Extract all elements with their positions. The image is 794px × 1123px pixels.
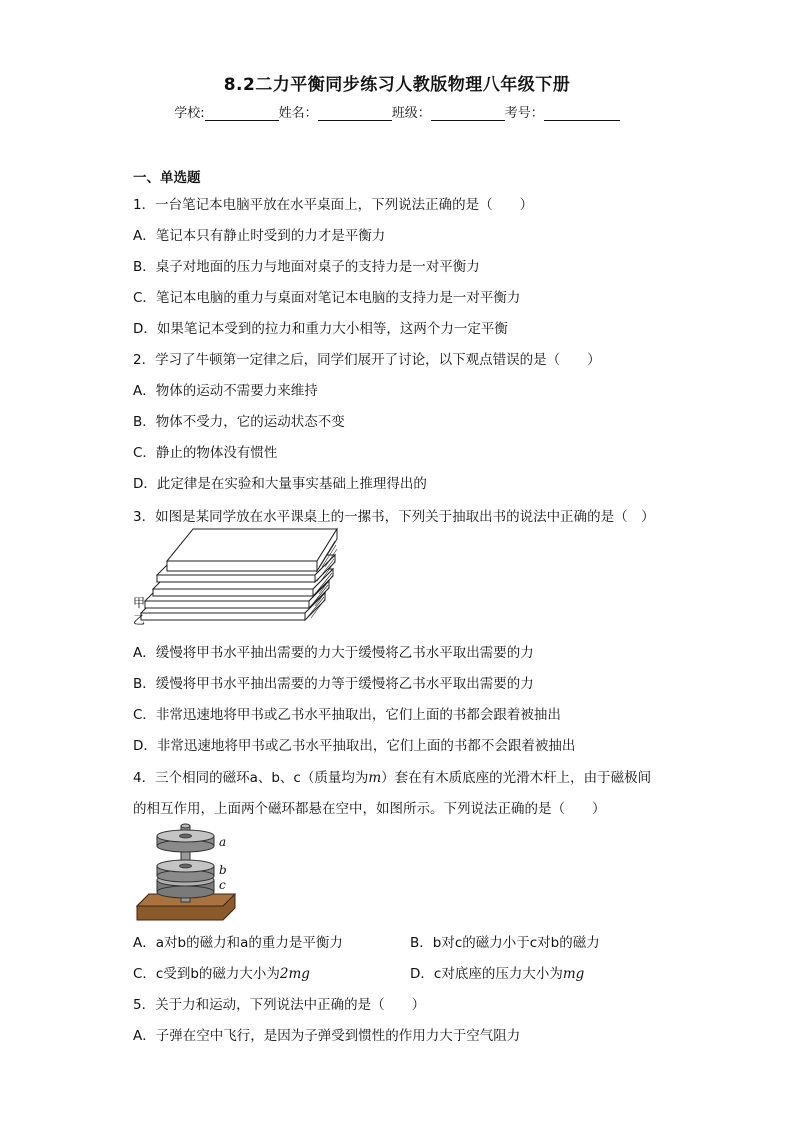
student-info-line <box>0 102 794 121</box>
q4-option-a[interactable]: A．a对b的磁力和a的重力是平衡力 <box>133 935 343 951</box>
q4-stem-line1: 4．三个相同的磁环a、b、c（质量均为m）套在有木质底座的光滑木杆上，由于磁极间 <box>133 770 652 786</box>
q1-stem: 1．一台笔记本电脑平放在水平桌面上，下列说法正确的是（ ） <box>133 197 534 213</box>
book-stack-figure <box>133 527 348 631</box>
class-blank[interactable] <box>431 106 505 121</box>
exam-label: 考号： <box>504 106 544 121</box>
q2-stem: 2．学习了牛顿第一定律之后，同学们展开了讨论，以下观点错误的是（ ） <box>133 352 601 368</box>
q1-option-c[interactable]: C．笔记本电脑的重力与桌面对笔记本电脑的支持力是一对平衡力 <box>133 290 521 306</box>
name-blank[interactable] <box>318 106 392 121</box>
q1-option-a[interactable]: A．笔记本只有静止时受到的力才是平衡力 <box>133 228 386 244</box>
school-blank[interactable] <box>205 106 279 121</box>
name-label: 姓名： <box>278 106 318 121</box>
school-label: 学校: <box>174 106 205 121</box>
label-yi: 乙 <box>133 613 146 627</box>
page-title: 8.2二力平衡同步练习人教版物理八年级下册 <box>223 75 571 95</box>
q4-stem-line2: 的相互作用，上面两个磁环都悬在空中，如图所示。下列说法正确的是（ ） <box>133 801 606 817</box>
q2-option-a[interactable]: A．物体的运动不需要力来维持 <box>133 383 318 399</box>
q1-option-d[interactable]: D．如果笔记本受到的拉力和重力大小相等，这两个力一定平衡 <box>133 321 508 337</box>
q3-option-b[interactable]: B．缓慢将甲书水平抽出需要的力等于缓慢将乙书水平取出需要的力 <box>133 676 534 692</box>
q2-option-d[interactable]: D．此定律是在实验和大量事实基础上推理得出的 <box>133 476 427 492</box>
section-title: 一、单选题 <box>133 170 201 186</box>
q3-stem: 3．如图是某同学放在水平课桌上的一摞书，下列关于抽取出书的说法中正确的是（ ） <box>133 509 655 525</box>
exam-blank[interactable] <box>544 106 620 121</box>
q4-option-c[interactable]: C．c受到b的磁力大小为2mg <box>133 966 310 982</box>
q4-option-b[interactable]: B．b对c的磁力小于c对b的磁力 <box>410 935 600 951</box>
ring-label-c: c <box>219 878 226 892</box>
q2-option-c[interactable]: C．静止的物体没有惯性 <box>133 445 278 461</box>
ring-label-a: a <box>219 835 227 849</box>
q4-option-d[interactable]: D．c对底座的压力大小为mg <box>410 966 585 982</box>
magnet-rings-figure <box>135 822 245 922</box>
ring-label-b: b <box>219 863 227 877</box>
q5-stem: 5．关于力和运动，下列说法中正确的是（ ） <box>133 997 426 1013</box>
q3-option-c[interactable]: C．非常迅速地将甲书或乙书水平抽取出，它们上面的书都会跟着被抽出 <box>133 707 561 723</box>
q5-option-a[interactable]: A．子弹在空中飞行，是因为子弹受到惯性的作用力大于空气阻力 <box>133 1028 521 1044</box>
label-jia: 甲 <box>133 596 146 610</box>
q2-option-b[interactable]: B．物体不受力，它的运动状态不变 <box>133 414 345 430</box>
class-label: 班级： <box>391 106 431 121</box>
q3-option-d[interactable]: D．非常迅速地将甲书或乙书水平抽取出，它们上面的书都不会跟着被抽出 <box>133 738 576 754</box>
q1-option-b[interactable]: B．桌子对地面的压力与地面对桌子的支持力是一对平衡力 <box>133 259 480 275</box>
q3-option-a[interactable]: A．缓慢将甲书水平抽出需要的力大于缓慢将乙书水平取出需要的力 <box>133 645 534 661</box>
